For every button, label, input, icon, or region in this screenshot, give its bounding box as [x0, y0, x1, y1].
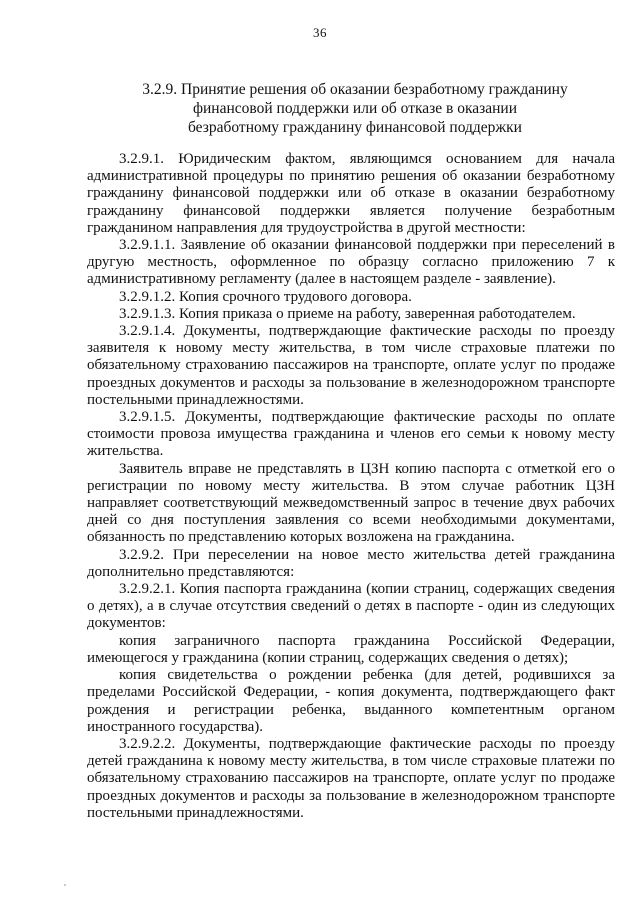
paragraph-3-2-9-2-1: 3.2.9.2.1. Копия паспорта гражданина (копии страниц, содержащих сведения о детях), а в случае отсутствия сведений о детях в паспорте - один из следующих документов:	[87, 581, 615, 632]
paragraph-3-2-9-1-3: 3.2.9.1.3. Копия приказа о приеме на работу, заверенная работодателем.	[119, 305, 576, 322]
paragraph-3-2-9-2: 3.2.9.2. При переселении на новое место жительства детей гражданина дополнительно представляются:	[87, 546, 615, 580]
paragraph-3-2-9-1-1: 3.2.9.1.1. Заявление об оказании финансовой поддержки при переселений в другую местность, оформленное по образцу согласно приложению 7 к административному регламенту (далее в настоящем разделе - заявление).	[87, 237, 615, 288]
document-body	[87, 151, 615, 822]
paragraph-applicant-note: Заявитель вправе не представлять в ЦЗН копию паспорта с отметкой его о регистрации по новому месту жительства. В этом случае работник ЦЗН направляет соответствующий межведомственный запрос в течение двух рабочих дней со дня поступления заявления со всеми необходимыми документами, обязанность по представлению которых возложена на гражданина.	[87, 460, 615, 546]
heading-line: финансовой поддержки или об отказе в оказании	[192, 100, 518, 117]
section-heading	[110, 80, 600, 137]
paragraph-3-2-9-1: 3.2.9.1. Юридическим фактом, являющимся основанием для начала административной процедуры по принятию решения об оказании безработному гражданину финансовой поддержки или об отказе в оказании безработному гражданину финансовой поддержки является получение безработным гражданином направления для трудоустройства в другой местности:	[87, 151, 615, 236]
paragraph-foreign-passport: копия заграничного паспорта гражданина Российской Федерации, имеющегося у гражданина (копии страниц, содержащих сведения о детях);	[87, 632, 615, 666]
heading-line: безработному гражданину финансовой поддержки	[188, 119, 522, 136]
paragraph-3-2-9-1-2: 3.2.9.1.2. Копия срочного трудового договора.	[119, 288, 412, 305]
page-number: 36	[313, 25, 327, 40]
scan-artifact	[64, 884, 66, 886]
paragraph-3-2-9-2-2: 3.2.9.2.2. Документы, подтверждающие фактические расходы по проезду детей гражданина к новому месту жительства, в том числе страховые платежи по обязательному страхованию пассажиров на транспорте, оплате услуг по продаже проездных документов и расходы за пользование в железнодорожном транспорте постельными принадлежностями.	[87, 735, 615, 821]
paragraph-3-2-9-1-5: 3.2.9.1.5. Документы, подтверждающие фактические расходы по оплате стоимости провоза имущества гражданина и членов его семьи к новому месту жительства.	[87, 409, 615, 460]
paragraph-3-2-9-1-4: 3.2.9.1.4. Документы, подтверждающие фактические расходы по проезду заявителя к новому месту жительства, в том числе страховые платежи по обязательному страхованию пассажиров на транспорте, оплате услуг по продаже проездных документов и расходы за пользование в железнодорожном транспорте постельными принадлежностями.	[87, 323, 615, 408]
heading-line: 3.2.9. Принятие решения об оказании безработному гражданину	[142, 81, 568, 98]
paragraph-birth-certificate: копия свидетельства о рождении ребенка (для детей, родившихся за пределами Российской Федерации, - копия документа, подтверждающего факт рождения и регистрации ребенка, выданного компетентным органом иностранного государства).	[87, 667, 615, 735]
